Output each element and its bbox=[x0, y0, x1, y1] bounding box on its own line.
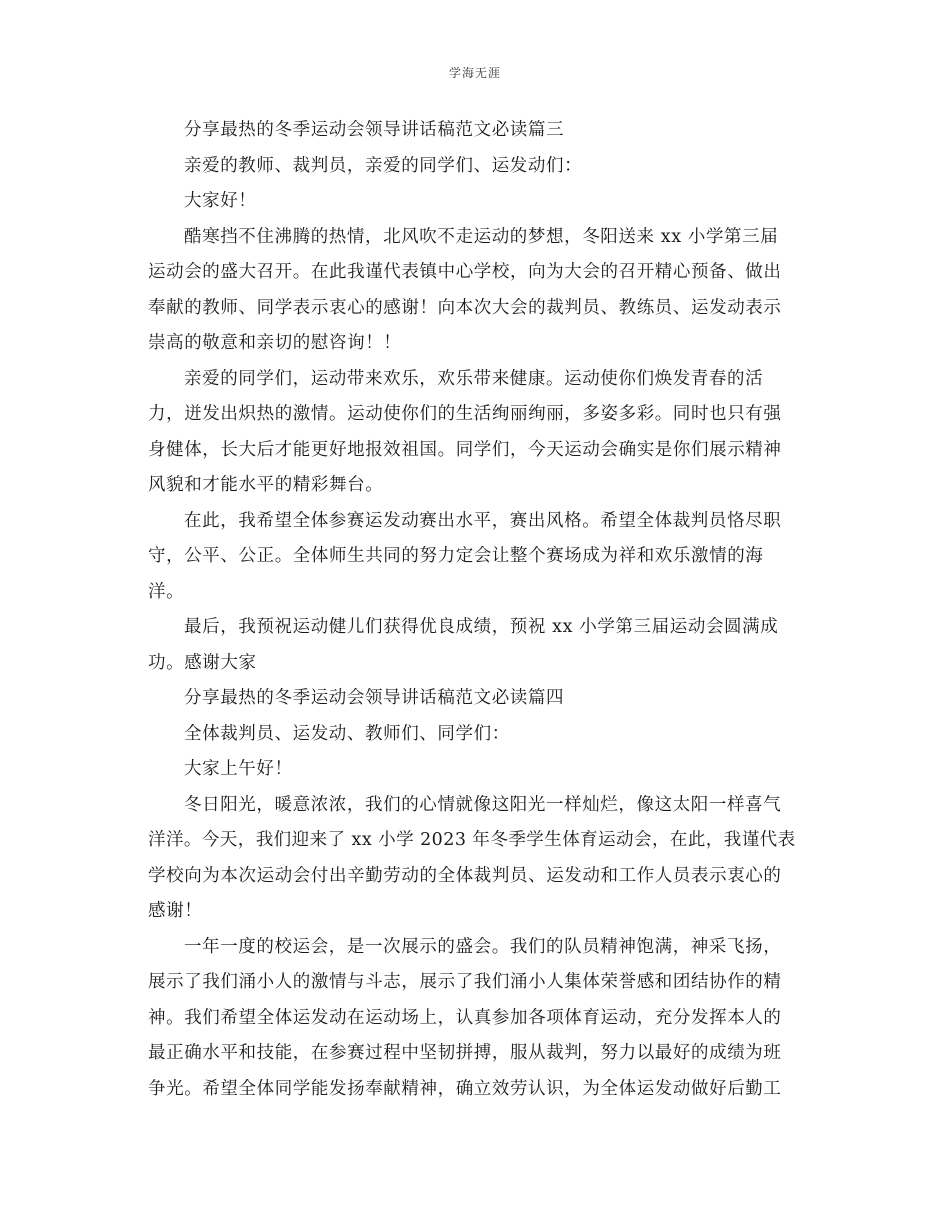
text-line: 运动会的盛大召开。在此我谨代表镇中心学校，向为大会的召开精心预备、做出 bbox=[148, 262, 782, 282]
text-line: 在此，我希望全体参赛运发动赛出水平，赛出风格。希望全体裁判员恪尽职 bbox=[184, 510, 782, 531]
text-line: 身健体，长大后才能更好地报效祖国。同学们，今天运动会确实是你们展示精神 bbox=[148, 439, 782, 460]
text-line: 力，迸发出炽热的激情。运动使你们的生活绚丽绚丽，多姿多彩。同时也只有强 bbox=[148, 404, 782, 424]
text-line: 崇高的敬意和亲切的慰咨询！！ bbox=[148, 333, 402, 353]
text-line: 一年一度的校运会，是一次展示的盛会。我们的队员精神饱满，神采飞扬， bbox=[184, 936, 782, 957]
text-line: 守，公平、公正。全体师生共同的努力定会让整个赛场成为祥和欢乐激情的海 bbox=[148, 546, 764, 566]
text-line: 大家好！ bbox=[184, 191, 257, 211]
document-body bbox=[148, 113, 798, 1107]
text-line: 最后，我预祝运动健儿们获得优良成绩，预祝 xx 小学第三届运动会圆满成 bbox=[184, 617, 779, 637]
text-line: 神。我们希望全体运发动在运动场上，认真参加各项体育运动，充分发挥本人的 bbox=[148, 1007, 782, 1028]
text-line: 亲爱的教师、裁判员，亲爱的同学们、运发动们： bbox=[184, 155, 583, 176]
text-line: 感谢！ bbox=[148, 901, 203, 921]
text-line: 亲爱的同学们，运动带来欢乐，欢乐带来健康。运动使你们焕发青春的活 bbox=[184, 368, 764, 389]
text-line: 争光。希望全体同学能发扬奉献精神，确立效劳认识，为全体运发动做好后勤工 bbox=[148, 1078, 782, 1099]
text-line: 洋。 bbox=[148, 581, 185, 602]
text-line: 酷寒挡不住沸腾的热情，北风吹不走运动的梦想，冬阳送来 xx 小学第三届 bbox=[184, 226, 779, 247]
text-line: 展示了我们涌小人的激情与斗志，展示了我们涌小人集体荣誉感和团结协作的精 bbox=[148, 972, 782, 992]
text-line: 冬日阳光，暖意浓浓，我们的心情就像这阳光一样灿烂，像这太阳一样喜气 bbox=[184, 794, 782, 815]
text-line: 风貌和才能水平的精彩舞台。 bbox=[148, 475, 384, 495]
text-line: 最正确水平和技能，在参赛过程中坚韧拼搏，服从裁判，努力以最好的成绩为班 bbox=[148, 1043, 782, 1063]
text-line: 分享最热的冬季运动会领导讲话稿范文必读篇三 bbox=[184, 120, 565, 140]
text-line: 洋洋。今天，我们迎来了 xx 小学 2023 年冬季学生体育运动会，在此，我谨代表 bbox=[148, 830, 796, 850]
page-header: 学海无涯 bbox=[448, 66, 501, 80]
text-line: 全体裁判员、运发动、教师们、同学们： bbox=[184, 723, 510, 744]
text-line: 功。感谢大家 bbox=[148, 652, 257, 673]
text-line: 大家上午好！ bbox=[184, 759, 293, 779]
text-line: 学校向为本次运动会付出辛勤劳动的全体裁判员、运发动和工作人员表示衷心的 bbox=[148, 865, 782, 886]
text-line: 分享最热的冬季运动会领导讲话稿范文必读篇四 bbox=[184, 688, 565, 708]
text-line: 奉献的教师、同学表示衷心的感谢！向本次大会的裁判员、教练员、运发动表示 bbox=[148, 297, 782, 318]
